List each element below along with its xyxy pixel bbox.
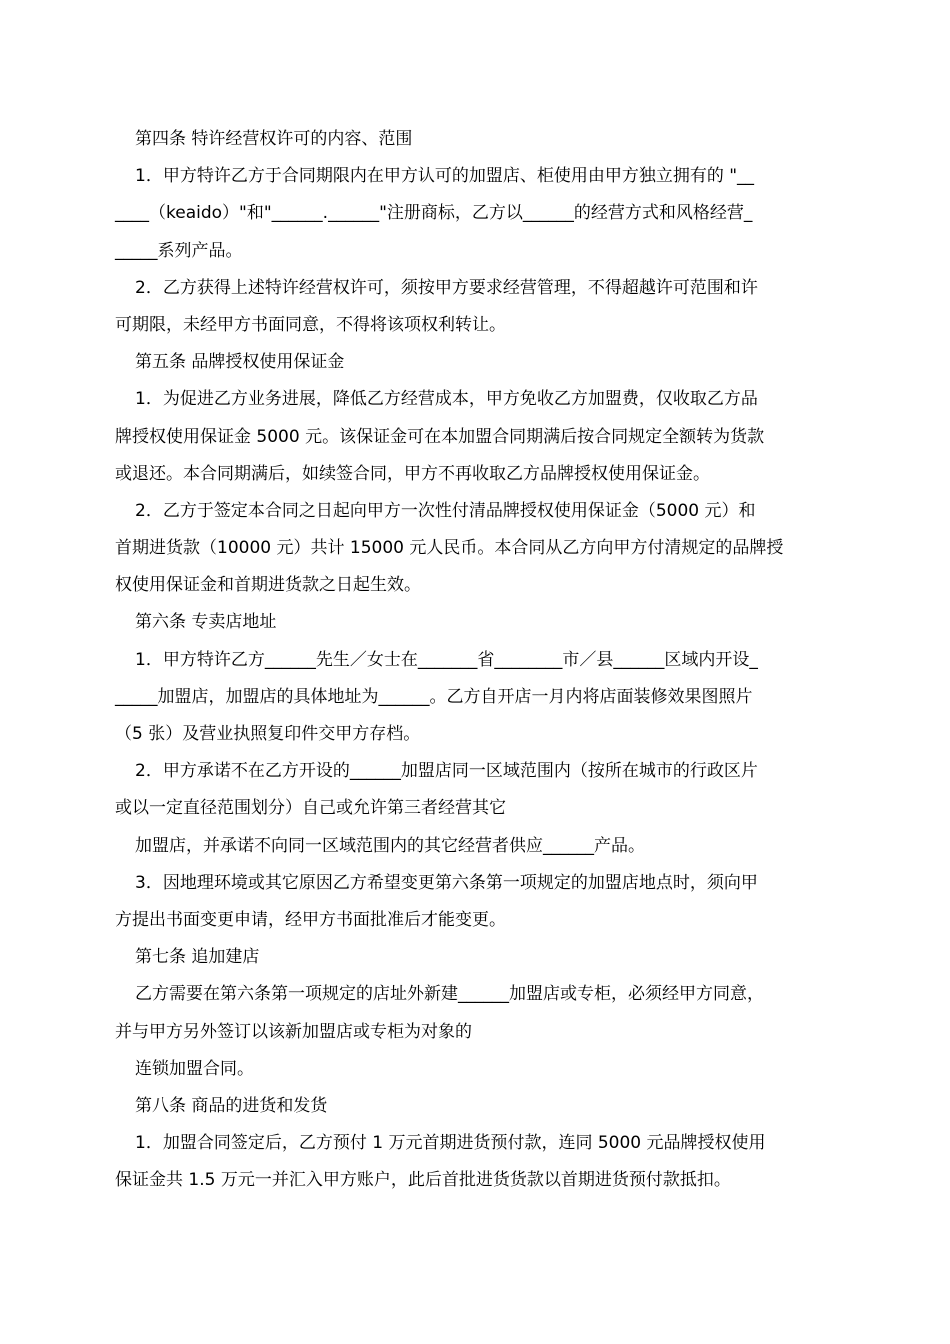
document-line: 1．为促进乙方业务进展，降低乙方经营成本，甲方免收乙方加盟费，仅收取乙方品 <box>135 389 758 410</box>
document-line: 第六条 专卖店地址 <box>135 612 277 633</box>
document-line: _____加盟店，加盟店的具体地址为______。乙方自开店一月内将店面装修效果图照片 <box>115 686 753 707</box>
document-line: 并与甲方另外签订以该新加盟店或专柜为对象的 <box>115 1021 472 1042</box>
document-line: 第四条 特许经营权许可的内容、范围 <box>135 129 413 149</box>
document-line: 方提出书面变更申请，经甲方书面批准后才能变更。 <box>115 909 506 930</box>
document-line: 2．甲方承诺不在乙方开设的______加盟店同一区域范围内（按所在城市的行政区片 <box>135 761 758 782</box>
document-line: 第八条 商品的进货和发货 <box>135 1095 328 1116</box>
contract-body <box>115 121 845 1199</box>
document-line: 权使用保证金和首期进货款之日起生效。 <box>115 575 421 596</box>
document-line: ____（keaido）"和"______.______"注册商标，乙方以______的经营方式和风格经营_ <box>115 203 753 224</box>
document-line: 首期进货款（10000 元）共计 15000 元人民币。本合同从乙方向甲方付清规定的品牌授 <box>115 538 784 559</box>
document-line: 乙方需要在第六条第一项规定的店址外新建______加盟店或专柜，必须经甲方同意， <box>135 984 764 1005</box>
document-line: 2．乙方获得上述特许经营权许可，须按甲方要求经营管理，不得超越许可范围和许 <box>135 277 758 298</box>
document-line: （5 张）及营业执照复印件交甲方存档。 <box>115 724 421 744</box>
document-line: 1．加盟合同签定后，乙方预付 1 万元首期进货预付款，连同 5000 元品牌授权使用 <box>135 1133 766 1154</box>
document-line: 或退还。本合同期满后，如续签合同，甲方不再收取乙方品牌授权使用保证金。 <box>115 463 710 484</box>
document-line: 加盟店，并承诺不向同一区域范围内的其它经营者供应______产品。 <box>135 835 645 856</box>
document-line: 1．甲方特许乙方于合同期限内在甲方认可的加盟店、柜使用由甲方独立拥有的 "__ <box>135 166 755 187</box>
document-line: 第五条 品牌授权使用保证金 <box>135 352 345 373</box>
document-line: 连锁加盟合同。 <box>135 1058 254 1079</box>
document-line: _____系列产品。 <box>115 240 243 261</box>
document-line: 3．因地理环境或其它原因乙方希望变更第六条第一项规定的加盟店地点时，须向甲 <box>135 872 758 893</box>
document-line: 可期限，未经甲方书面同意，不得将该项权利转让。 <box>115 314 506 335</box>
document-line: 1．甲方特许乙方______先生／女士在_______省________市／县______区域内开设_ <box>135 649 758 670</box>
document-line: 2．乙方于签定本合同之日起向甲方一次性付清品牌授权使用保证金（5000 元）和 <box>135 500 756 521</box>
document-line: 或以一定直径范围划分）自己或允许第三者经营其它 <box>115 798 506 819</box>
document-line: 牌授权使用保证金 5000 元。该保证金可在本加盟合同期满后按合同规定全额转为货款 <box>115 426 765 447</box>
document-line: 保证金共 1.5 万元一并汇入甲方账户，此后首批进货货款以首期进货预付款抵扣。 <box>115 1170 731 1191</box>
document-line: 第七条 追加建店 <box>135 947 260 968</box>
